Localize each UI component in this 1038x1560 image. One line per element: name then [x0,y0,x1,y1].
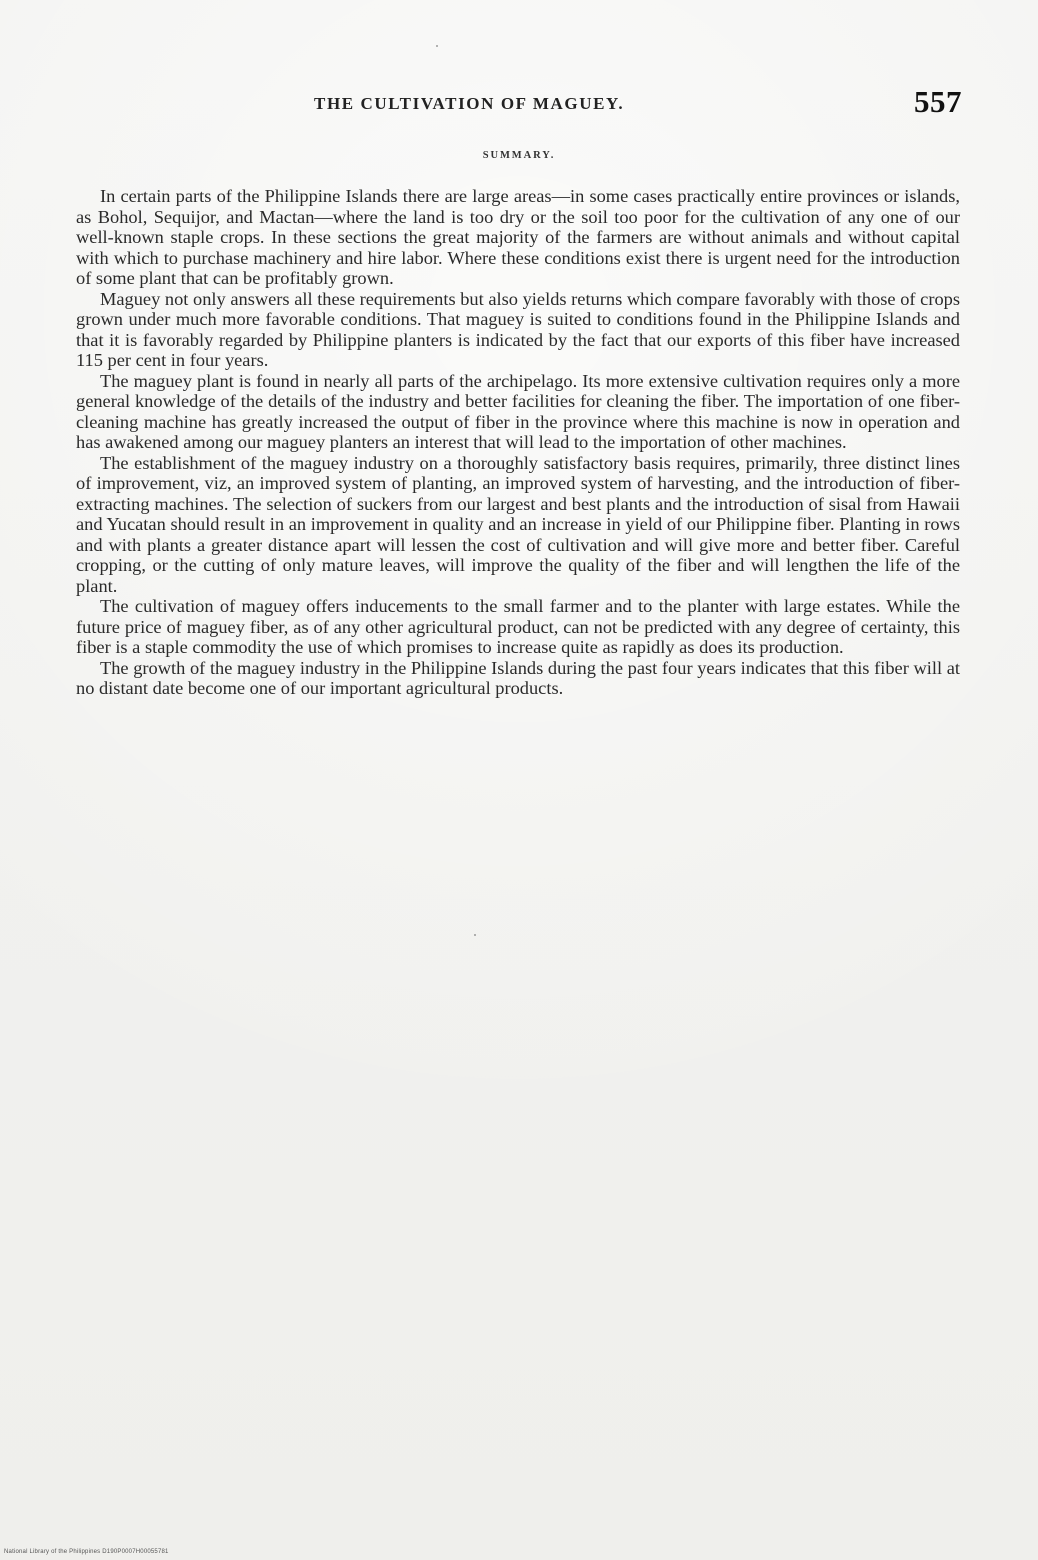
page-header [76,84,962,124]
paragraph: The maguey plant is found in nearly all parts of the archipelago. Its more extensive cultivation requires only a more general knowledge of the details of the industry and better facilities for cleaning the fiber. The importation of one fiber-cleaning machine has greatly increased the output of fiber in the province where this machine is now in operation and has awakened among our maguey planters an interest that will lead to the importation of other machines. [76,370,960,452]
page-number: 557 [914,84,962,119]
paragraph: The establishment of the maguey industry on a thoroughly satisfactory basis requires, primarily, three distinct lines of improvement, viz, an improved system of planting, an improved system of harvesting, and the introduction of fiber-extracting machines. The selection of suckers from our largest and best plants and the introduction of sisal from Hawaii and Yucatan should result in an improvement in quality and an increase in yield of our Philippine fiber. Planting in rows and with plants a greater distance apart will lessen the cost of cultivation and will give more and better fiber. Careful cropping, or the cutting of only mature leaves, will improve the quality of the fiber and will lengthen the life of the plant. [76,452,960,596]
paper-speck [436,45,438,47]
summary-body [76,186,960,699]
paragraph: The cultivation of maguey offers inducements to the small farmer and to the planter with large estates. While the future price of maguey fiber, as of any other agricultural product, can not be predicted with any degree of certainty, this fiber is a staple commodity the use of which promises to increase quite as rapidly as does its production. [76,596,960,657]
section-heading: SUMMARY. [482,150,556,161]
running-title: THE CULTIVATION OF MAGUEY. [314,94,625,113]
paragraph: Maguey not only answers all these requirements but also yields returns which compare favorably with those of crops grown under much more favorable conditions. That maguey is suited to conditions found in the Philippine Islands and that it is favorably regarded by Philippine planters is indicated by the fact that our exports of this fiber have increased 115 per cent in four years. [76,288,960,370]
paragraph: In certain parts of the Philippine Islands there are large areas—in some cases practically entire provinces or islands, as Bohol, Sequijor, and Mactan—where the land is too dry or the soil too poor for the cultivation of any one of our well-known staple crops. In these sections the great majority of the farmers are without animals and without capital with which to purchase machinery and hire labor. Where these conditions exist there is urgent need for the introduction of some plant that can be profitably grown. [76,186,960,288]
paragraph: The growth of the maguey industry in the Philippine Islands during the past four years indicates that this fiber will at no distant date become one of our important agricultural products. [76,657,960,698]
archive-footer: National Library of the Philippines D190P0007H00055781 [4,1549,169,1555]
paper-speck [474,934,476,936]
